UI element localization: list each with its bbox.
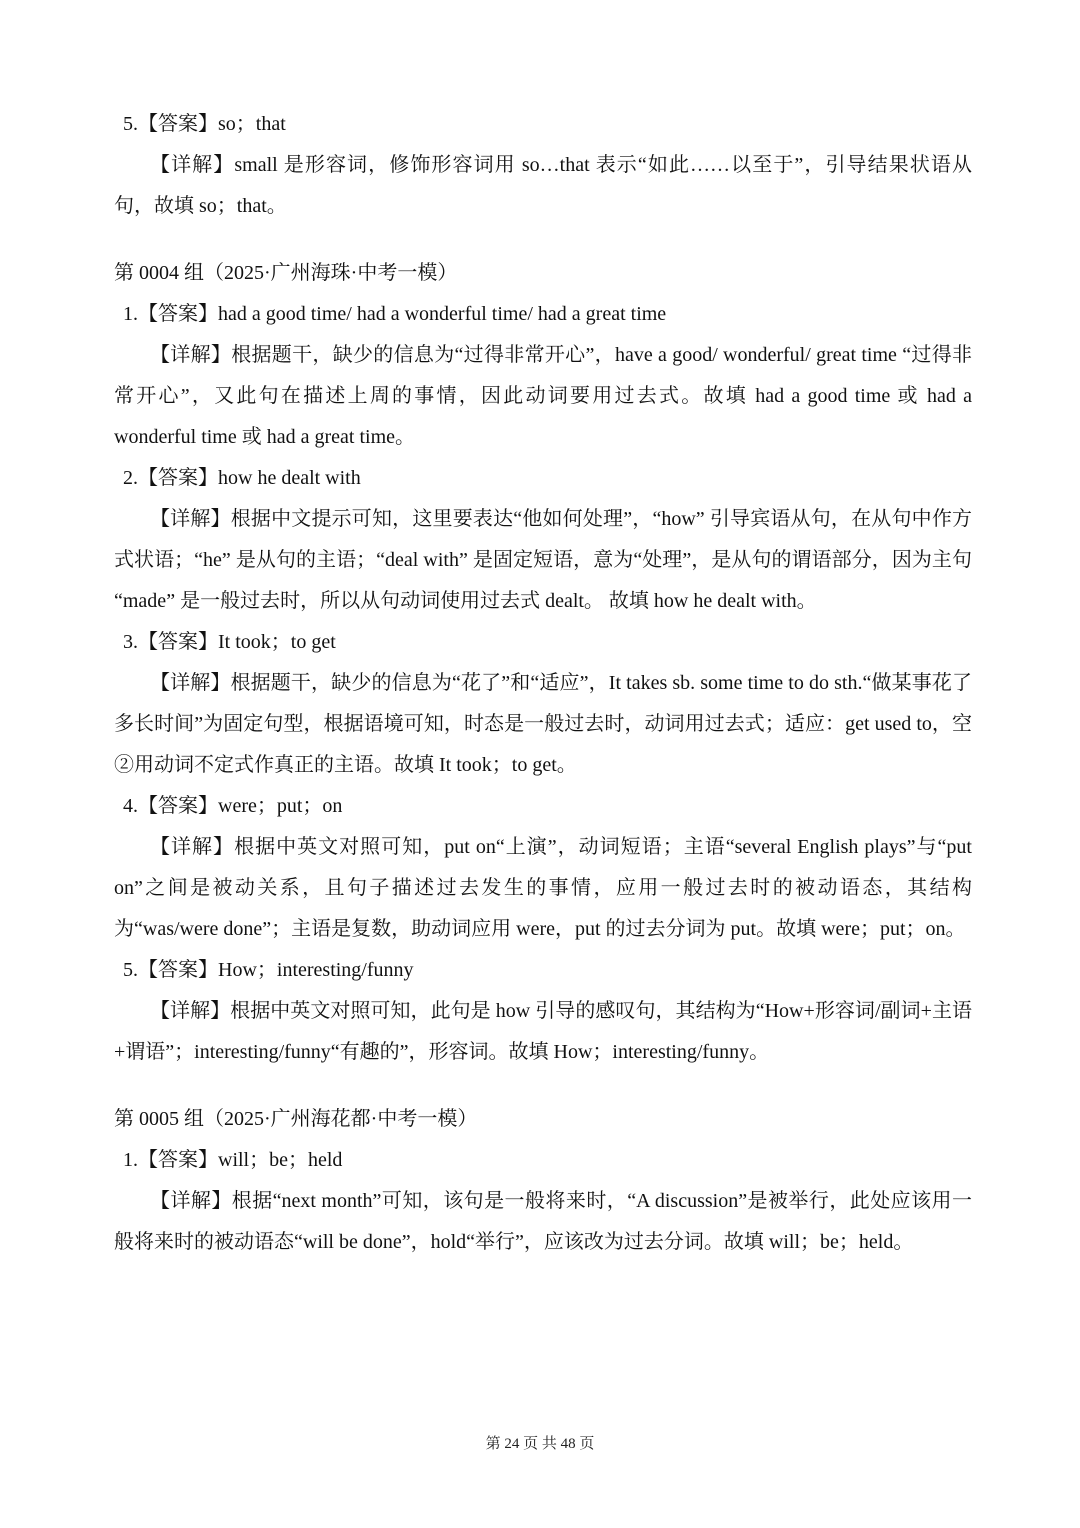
answer-content bbox=[114, 104, 972, 1263]
answer-line: 2.【答案】how he dealt with bbox=[123, 467, 361, 489]
answer-line: 4.【答案】were；put；on bbox=[123, 795, 343, 817]
explanation-paragraph: 【详解】small 是形容词，修饰形容词用 so…that 表示“如此……以至于”，引导结果状语从句，故填 so；that。 bbox=[114, 154, 972, 217]
page-footer: 第 24 页 共 48 页 bbox=[485, 1436, 595, 1452]
section-gap bbox=[114, 1073, 972, 1099]
explanation-paragraph: 【详解】根据中文提示可知，这里要表达“他如何处理”，“how” 引导宾语从句，在从句中作方式状语；“he” 是从句的主语；“deal with” 是固定短语，意为“处理”，是从句的谓语部分，因为主句 “made” 是一般过去时，所以从句动词使用过去式 dealt。 故填 how he dealt with。 bbox=[114, 508, 972, 612]
explanation-paragraph: 【详解】根据中英文对照可知，put on“上演”，动词短语；主语“several English plays”与“put on”之间是被动关系，且句子描述过去发生的事情，应用一般过去时的被动语态，其结构为“was/were done”；主语是复数，助动词应用 were，put 的过去分词为 put。故填 were；put；on。 bbox=[114, 836, 972, 940]
group-heading: 第 0005 组（2025·广州海花都·中考一模） bbox=[114, 1108, 478, 1130]
explanation-paragraph: 【详解】根据“next month”可知，该句是一般将来时，“A discussion”是被举行，此处应该用一般将来时的被动语态“will be done”，hold“举行”，应该改为过去分词。故填 will；be；held。 bbox=[114, 1190, 972, 1253]
answer-line: 3.【答案】It took；to get bbox=[123, 631, 336, 653]
answer-line: 5.【答案】so；that bbox=[123, 113, 286, 135]
answer-line: 1.【答案】will；be；held bbox=[123, 1149, 343, 1171]
explanation-paragraph: 【详解】根据中英文对照可知，此句是 how 引导的感叹句，其结构为“How+形容词/副词+主语+谓语”；interesting/funny“有趣的”，形容词。故填 How；interesting/funny。 bbox=[114, 1000, 972, 1063]
explanation-paragraph: 【详解】根据题干，缺少的信息为“花了”和“适应”，It takes sb. some time to do sth.“做某事花了多长时间”为固定句型，根据语境可知，时态是一般过去时，动词用过去式；适应：get used to，空②用动词不定式作真正的主语。故填 It took；to get。 bbox=[114, 672, 972, 776]
explanation-paragraph: 【详解】根据题干，缺少的信息为“过得非常开心”，have a good/ wonderful/ great time “过得非常开心”，又此句在描述上周的事情，因此动词要用过去式。故填 had a good time 或 had a wonderful time 或 had a great time。 bbox=[114, 344, 972, 448]
group-heading: 第 0004 组（2025·广州海珠·中考一模） bbox=[114, 262, 458, 284]
section-gap bbox=[114, 227, 972, 253]
answer-line: 5.【答案】How；interesting/funny bbox=[123, 959, 414, 981]
answer-line: 1.【答案】had a good time/ had a wonderful time/ had a great time bbox=[123, 303, 667, 325]
